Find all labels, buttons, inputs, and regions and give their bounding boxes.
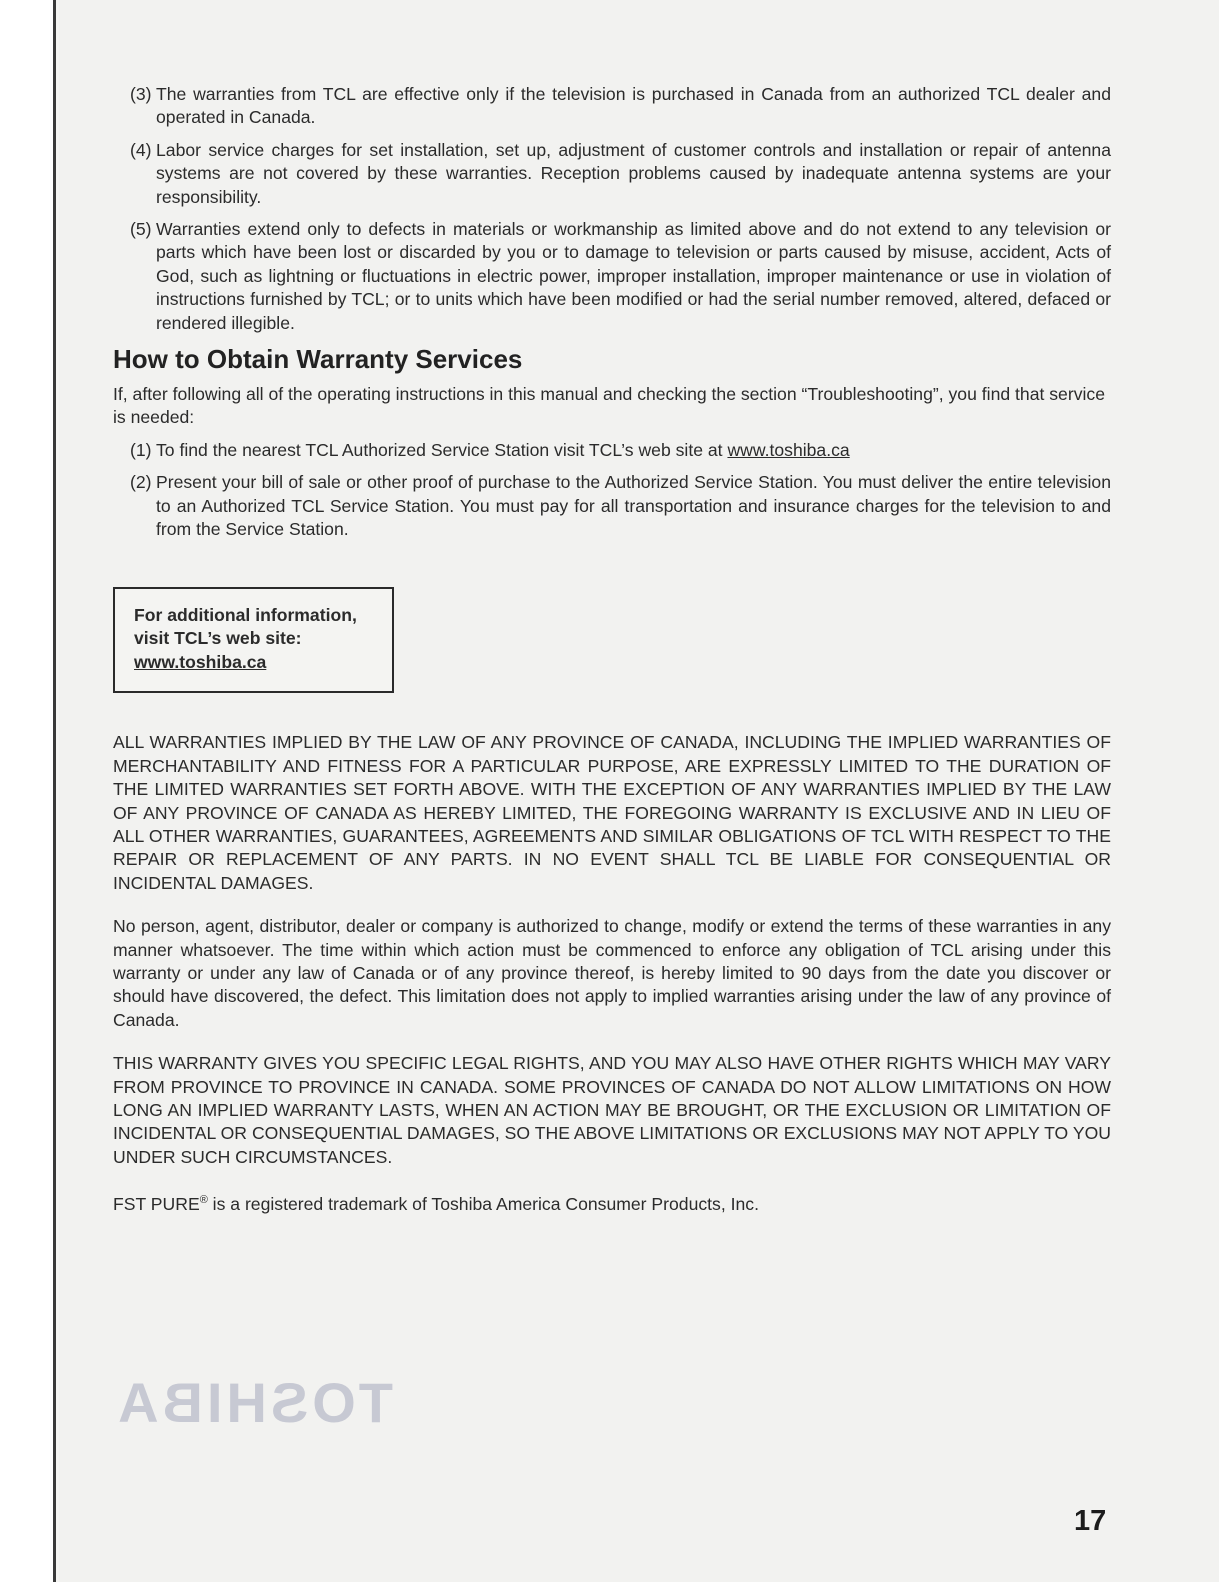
- item-text: Warranties extend only to defects in materials or workmanship as limited above and do not extend to any television or parts which have been lost or discarded by you or to damage to television or parts caused by misuse, accident, Acts of God, such as lightning or fluctuations in electric power, improper installation, improper maintenance or use in violation of instructions furnished by TCL; or to units which have been modified or had the serial number removed, altered, defaced or rendered illegible.: [156, 219, 1111, 333]
- step-number: (1): [130, 439, 152, 460]
- implied-warranties-paragraph: ALL WARRANTIES IMPLIED BY THE LAW OF ANY PROVINCE OF CANADA, INCLUDING THE IMPLIED WARRANTIES OF MERCHANTABILITY AND FITNESS FOR A PARTICULAR PURPOSE, ARE EXPRESSLY LIMITED TO THE DURATION OF THE LIMITED WARRANTIES SET FORTH ABOVE. WITH THE EXCEPTION OF ANY WARRANTIES IMPLIED BY THE LAW OF ANY PROVINCE OF CANADA AS HEREBY LIMITED, THE FOREGOING WARRANTY IS EXCLUSIVE AND IN LIEU OF ALL OTHER WARRANTIES, GUARANTEES, AGREEMENTS AND SIMILAR OBLIGATIONS OF TCL WITH RESPECT TO THE REPAIR OR REPLACEMENT OF ANY PARTS. IN NO EVENT SHALL TCL BE LIABLE FOR CONSEQUENTIAL OR INCIDENTAL DAMAGES.: [113, 732, 1111, 893]
- info-box-line: visit TCL’s web site:: [134, 628, 302, 649]
- step-number: (2): [130, 472, 152, 493]
- warranty-item-3: [113, 83, 1111, 130]
- section-intro: If, after following all of the operating instructions in this manual and checking the section “Troubleshooting”, you find that service is needed:: [113, 384, 1105, 428]
- service-step-2: [113, 471, 1111, 541]
- trademark-notice: [113, 1189, 1111, 1216]
- step-text: To find the nearest TCL Authorized Service Station visit TCL’s web site at: [156, 439, 728, 460]
- bleed-through-logo: TOSHIBA: [114, 1371, 393, 1434]
- website-link[interactable]: www.toshiba.ca: [727, 439, 850, 460]
- item-text: Labor service charges for set installation, set up, adjustment of customer controls and installation or repair of antenna systems are not covered by these warranties. Reception problems caused by inadequate antenna systems are your responsibility.: [156, 139, 1111, 207]
- trademark-name: FST PURE: [113, 1194, 200, 1215]
- item-number: (3): [130, 84, 152, 104]
- step-text: Present your bill of sale or other proof of purchase to the Authorized Service Station. You must deliver the entire television to an Authorized TCL Service Station. You must pay for all transportation and insurance charges for the television to and from the Service Station.: [156, 472, 1111, 540]
- info-box-line: For additional information,: [134, 604, 357, 625]
- legal-rights-paragraph: THIS WARRANTY GIVES YOU SPECIFIC LEGAL RIGHTS, AND YOU MAY ALSO HAVE OTHER RIGHTS WHICH MAY VARY FROM PROVINCE TO PROVINCE IN CANADA. SOME PROVINCES OF CANADA DO NOT ALLOW LIMITATIONS ON HOW LONG AN IMPLIED WARRANTY LASTS, WHEN AN ACTION MAY BE BROUGHT, OR THE EXCLUSION OR LIMITATION OF INCIDENTAL OR CONSEQUENTIAL DAMAGES, SO THE ABOVE LIMITATIONS OR EXCLUSIONS MAY NOT APPLY TO YOU UNDER SUCH CIRCUMSTANCES.: [113, 1053, 1111, 1167]
- binding-edge: [0, 0, 56, 1582]
- trademark-text: is a registered trademark of Toshiba America Consumer Products, Inc.: [207, 1194, 759, 1215]
- service-step-1: [113, 439, 1111, 462]
- info-box-link[interactable]: www.toshiba.ca: [134, 651, 267, 672]
- item-number: (5): [130, 219, 152, 240]
- warranty-item-5: [113, 218, 1111, 335]
- page-content: [113, 83, 1111, 1236]
- page-number: 17: [1074, 1505, 1107, 1537]
- section-heading: How to Obtain Warranty Services: [113, 344, 523, 375]
- no-modification-paragraph: No person, agent, distributor, dealer or company is authorized to change, modify or extend the terms of these warranties in any manner whatsoever. The time within which action must be commenced to enforce any obligation of TCL arising under this warranty or under any law of Canada or of any province thereof, is hereby limited to 90 days from the date you discover or should have discovered, the defect. This limitation does not apply to implied warranties arising under the law of any province of Canada.: [113, 916, 1111, 1030]
- warranty-item-4: [113, 139, 1111, 209]
- info-box: [113, 587, 394, 694]
- item-number: (4): [130, 139, 152, 160]
- registered-mark: ®: [199, 1194, 208, 1207]
- item-text: The warranties from TCL are effective only if the television is purchased in Canada from an authorized TCL dealer and operated in Canada.: [156, 84, 1111, 128]
